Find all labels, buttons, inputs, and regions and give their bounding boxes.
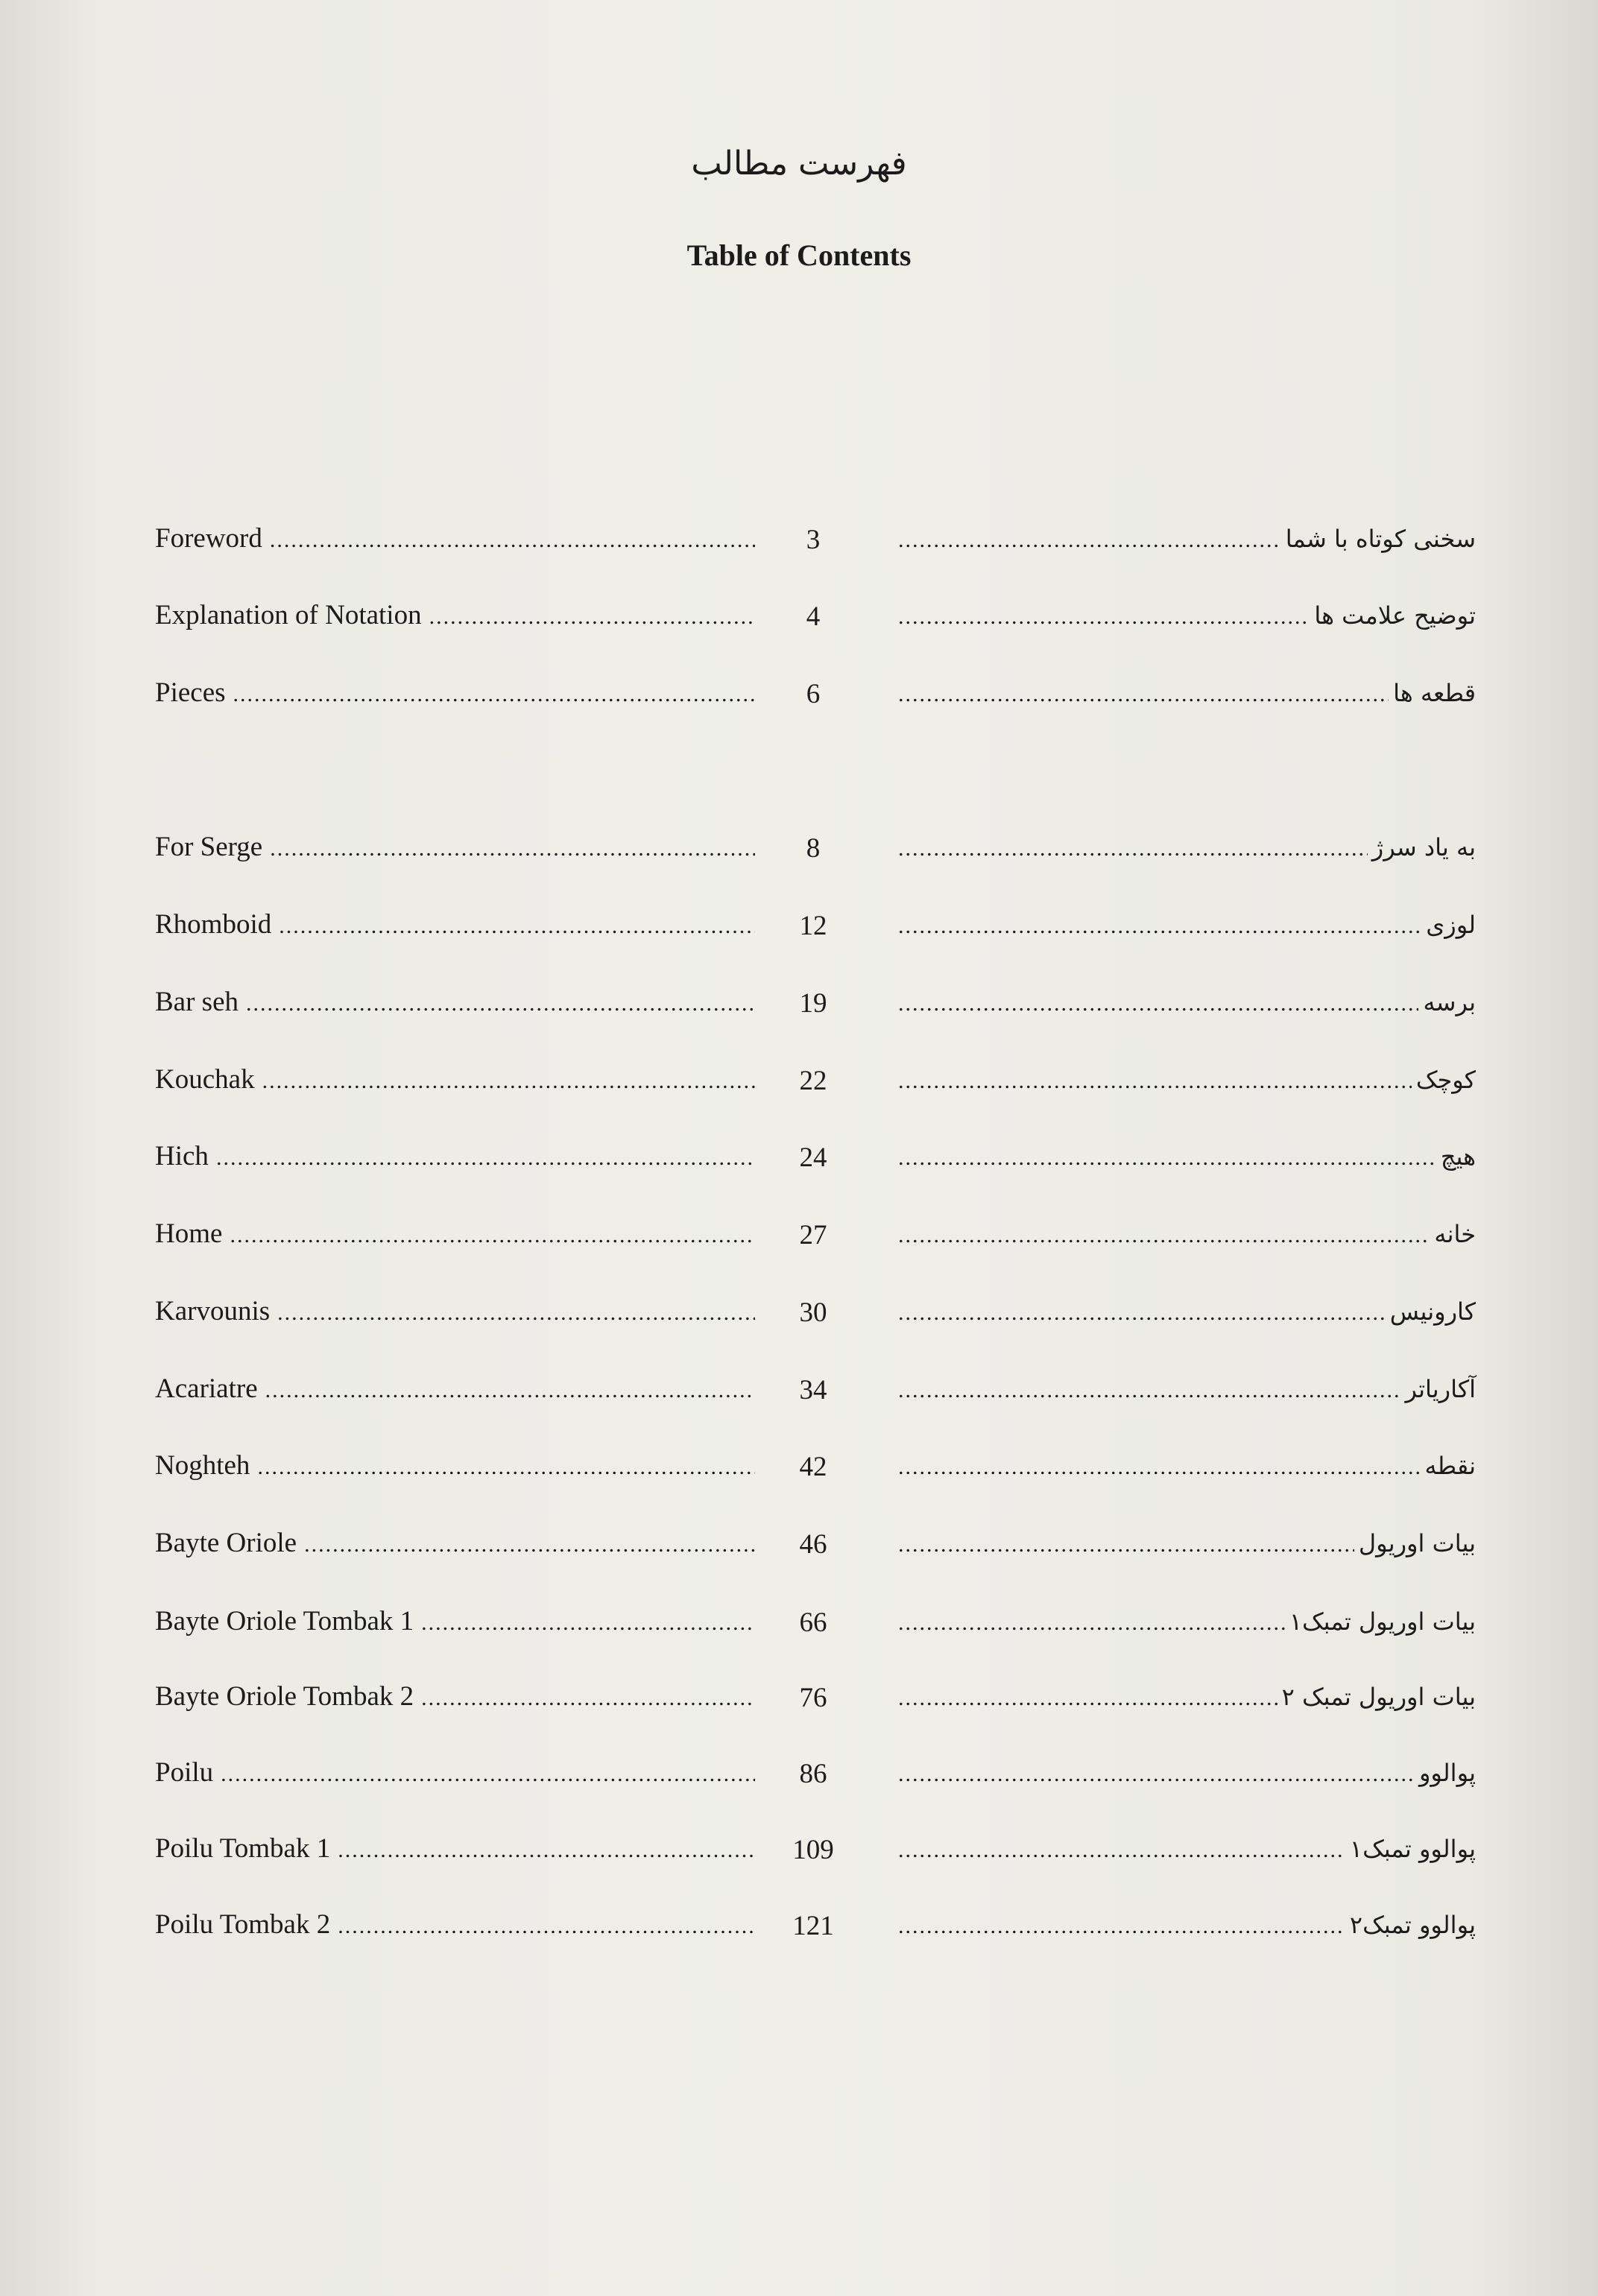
entry-title-en: Hich — [155, 1141, 209, 1171]
entry-title-en: Bayte Oriole Tombak 2 — [155, 1681, 414, 1712]
entry-title-en: Noghteh — [155, 1450, 250, 1481]
dot-leader — [898, 908, 1421, 945]
entry-title-fa: نقطه — [1424, 1452, 1476, 1480]
entry-page-number: 6 — [806, 679, 821, 709]
toc-row — [0, 1132, 1598, 1177]
entry-title-fa: به یاد سرژ — [1371, 833, 1476, 861]
entry-title-fa: بیات اوریول تمبک۱ — [1289, 1607, 1476, 1636]
entry-page-number: 46 — [799, 1529, 827, 1560]
dot-leader — [898, 522, 1281, 559]
toc-row — [0, 1900, 1598, 1945]
dot-leader — [898, 1372, 1400, 1409]
toc-row — [0, 1209, 1598, 1254]
entry-title-fa: آکاریاتر — [1405, 1375, 1476, 1403]
dot-leader — [898, 1680, 1278, 1717]
entry-title-en: Poilu — [155, 1757, 214, 1788]
dot-leader — [279, 908, 755, 945]
dot-leader — [265, 1372, 755, 1409]
entry-title-fa: سخنی کوتاه با شما — [1285, 525, 1476, 553]
entry-title-en: Bar seh — [155, 987, 239, 1017]
dot-leader — [898, 1604, 1285, 1642]
dot-leader — [898, 830, 1368, 867]
toc-row — [0, 514, 1598, 559]
dot-leader — [304, 1526, 755, 1563]
entry-page-number: 30 — [799, 1297, 827, 1328]
toc-row — [0, 1672, 1598, 1717]
toc-row — [0, 591, 1598, 636]
entry-page-number: 76 — [799, 1683, 827, 1713]
entry-page-number: 27 — [799, 1220, 827, 1250]
dot-leader — [429, 598, 755, 636]
entry-title-fa: قطعه ها — [1393, 679, 1476, 707]
dot-leader — [898, 1449, 1421, 1486]
entry-title-en: Foreword — [155, 523, 262, 554]
dot-leader — [421, 1604, 755, 1642]
entry-title-en: Rhomboid — [155, 909, 272, 940]
toc-row — [0, 823, 1598, 867]
entry-title-en: Karvounis — [155, 1296, 271, 1326]
entry-title-en: Home — [155, 1218, 223, 1249]
toc-row — [0, 1748, 1598, 1793]
dot-leader — [421, 1680, 755, 1717]
english-title: Table of Contents — [686, 238, 912, 272]
dot-leader — [898, 1294, 1386, 1332]
toc-row — [0, 1597, 1598, 1642]
toc-row — [0, 668, 1598, 713]
entry-title-fa: لوزی — [1426, 911, 1476, 939]
entry-page-number: 12 — [799, 911, 827, 941]
entry-page-number: 121 — [792, 1911, 834, 1941]
dot-leader — [270, 830, 755, 867]
entry-title-fa: برسه — [1423, 988, 1476, 1016]
entry-title-fa: کوچک — [1415, 1066, 1476, 1094]
dot-leader — [277, 1294, 755, 1332]
entry-page-number: 66 — [799, 1607, 827, 1638]
dot-leader — [898, 598, 1310, 636]
dot-leader — [216, 1139, 755, 1177]
dot-leader — [270, 522, 755, 559]
entry-title-en: For Serge — [155, 832, 263, 862]
entry-title-fa: توضیح علامت ها — [1314, 601, 1476, 630]
entry-page-number: 3 — [806, 525, 821, 555]
dot-leader — [257, 1449, 755, 1486]
toc-row — [0, 1519, 1598, 1563]
dot-leader — [230, 1217, 755, 1254]
entry-title-en: Explanation of Notation — [155, 600, 422, 630]
entry-title-fa: پوالوو — [1418, 1759, 1476, 1787]
toc-row — [0, 1824, 1598, 1869]
entry-page-number: 8 — [806, 833, 821, 864]
entry-title-en: Poilu Tombak 2 — [155, 1909, 331, 1940]
dot-leader — [221, 1756, 755, 1793]
entry-page-number: 19 — [799, 988, 827, 1019]
toc-row — [0, 1441, 1598, 1486]
entry-title-fa: خانه — [1434, 1220, 1476, 1248]
entry-title-fa: هیچ — [1440, 1142, 1476, 1171]
entry-title-fa: پوالوو تمبک۲ — [1349, 1911, 1476, 1939]
entry-page-number: 4 — [806, 601, 821, 632]
entry-page-number: 22 — [799, 1066, 827, 1096]
dot-leader — [233, 676, 755, 713]
dot-leader — [898, 1526, 1354, 1563]
entry-page-number: 42 — [799, 1452, 827, 1482]
dot-leader — [898, 1217, 1430, 1254]
dot-leader — [898, 1139, 1436, 1177]
dot-leader — [262, 1063, 755, 1100]
toc-row — [0, 1364, 1598, 1409]
dot-leader — [898, 1063, 1412, 1100]
entry-title-en: Pieces — [155, 677, 226, 708]
persian-title: فهرست مطالب — [691, 145, 907, 183]
entry-title-fa: بیات اوریول تمبک ۲ — [1281, 1683, 1476, 1711]
entry-title-fa: بیات اوریول — [1358, 1529, 1476, 1557]
dot-leader — [898, 1908, 1345, 1945]
entry-title-en: Bayte Oriole — [155, 1528, 297, 1558]
entry-title-fa: پوالوو تمبک۱ — [1349, 1835, 1476, 1863]
dot-leader — [898, 676, 1389, 713]
entry-title-en: Kouchak — [155, 1064, 255, 1095]
entry-title-fa: کارونیس — [1389, 1297, 1476, 1326]
entry-page-number: 86 — [799, 1759, 827, 1789]
toc-row — [0, 1287, 1598, 1332]
dot-leader — [898, 985, 1418, 1022]
dot-leader — [338, 1832, 755, 1869]
entry-page-number: 109 — [792, 1835, 834, 1865]
dot-leader — [338, 1908, 755, 1945]
entry-title-en: Poilu Tombak 1 — [155, 1833, 331, 1864]
toc-row — [0, 978, 1598, 1022]
entry-title-en: Bayte Oriole Tombak 1 — [155, 1606, 414, 1636]
entry-page-number: 24 — [799, 1142, 827, 1173]
toc-row — [0, 900, 1598, 945]
toc-row — [0, 1055, 1598, 1100]
dot-leader — [246, 985, 755, 1022]
entry-title-en: Acariatre — [155, 1373, 258, 1404]
entry-page-number: 34 — [799, 1375, 827, 1405]
dot-leader — [898, 1832, 1345, 1869]
dot-leader — [898, 1756, 1415, 1793]
